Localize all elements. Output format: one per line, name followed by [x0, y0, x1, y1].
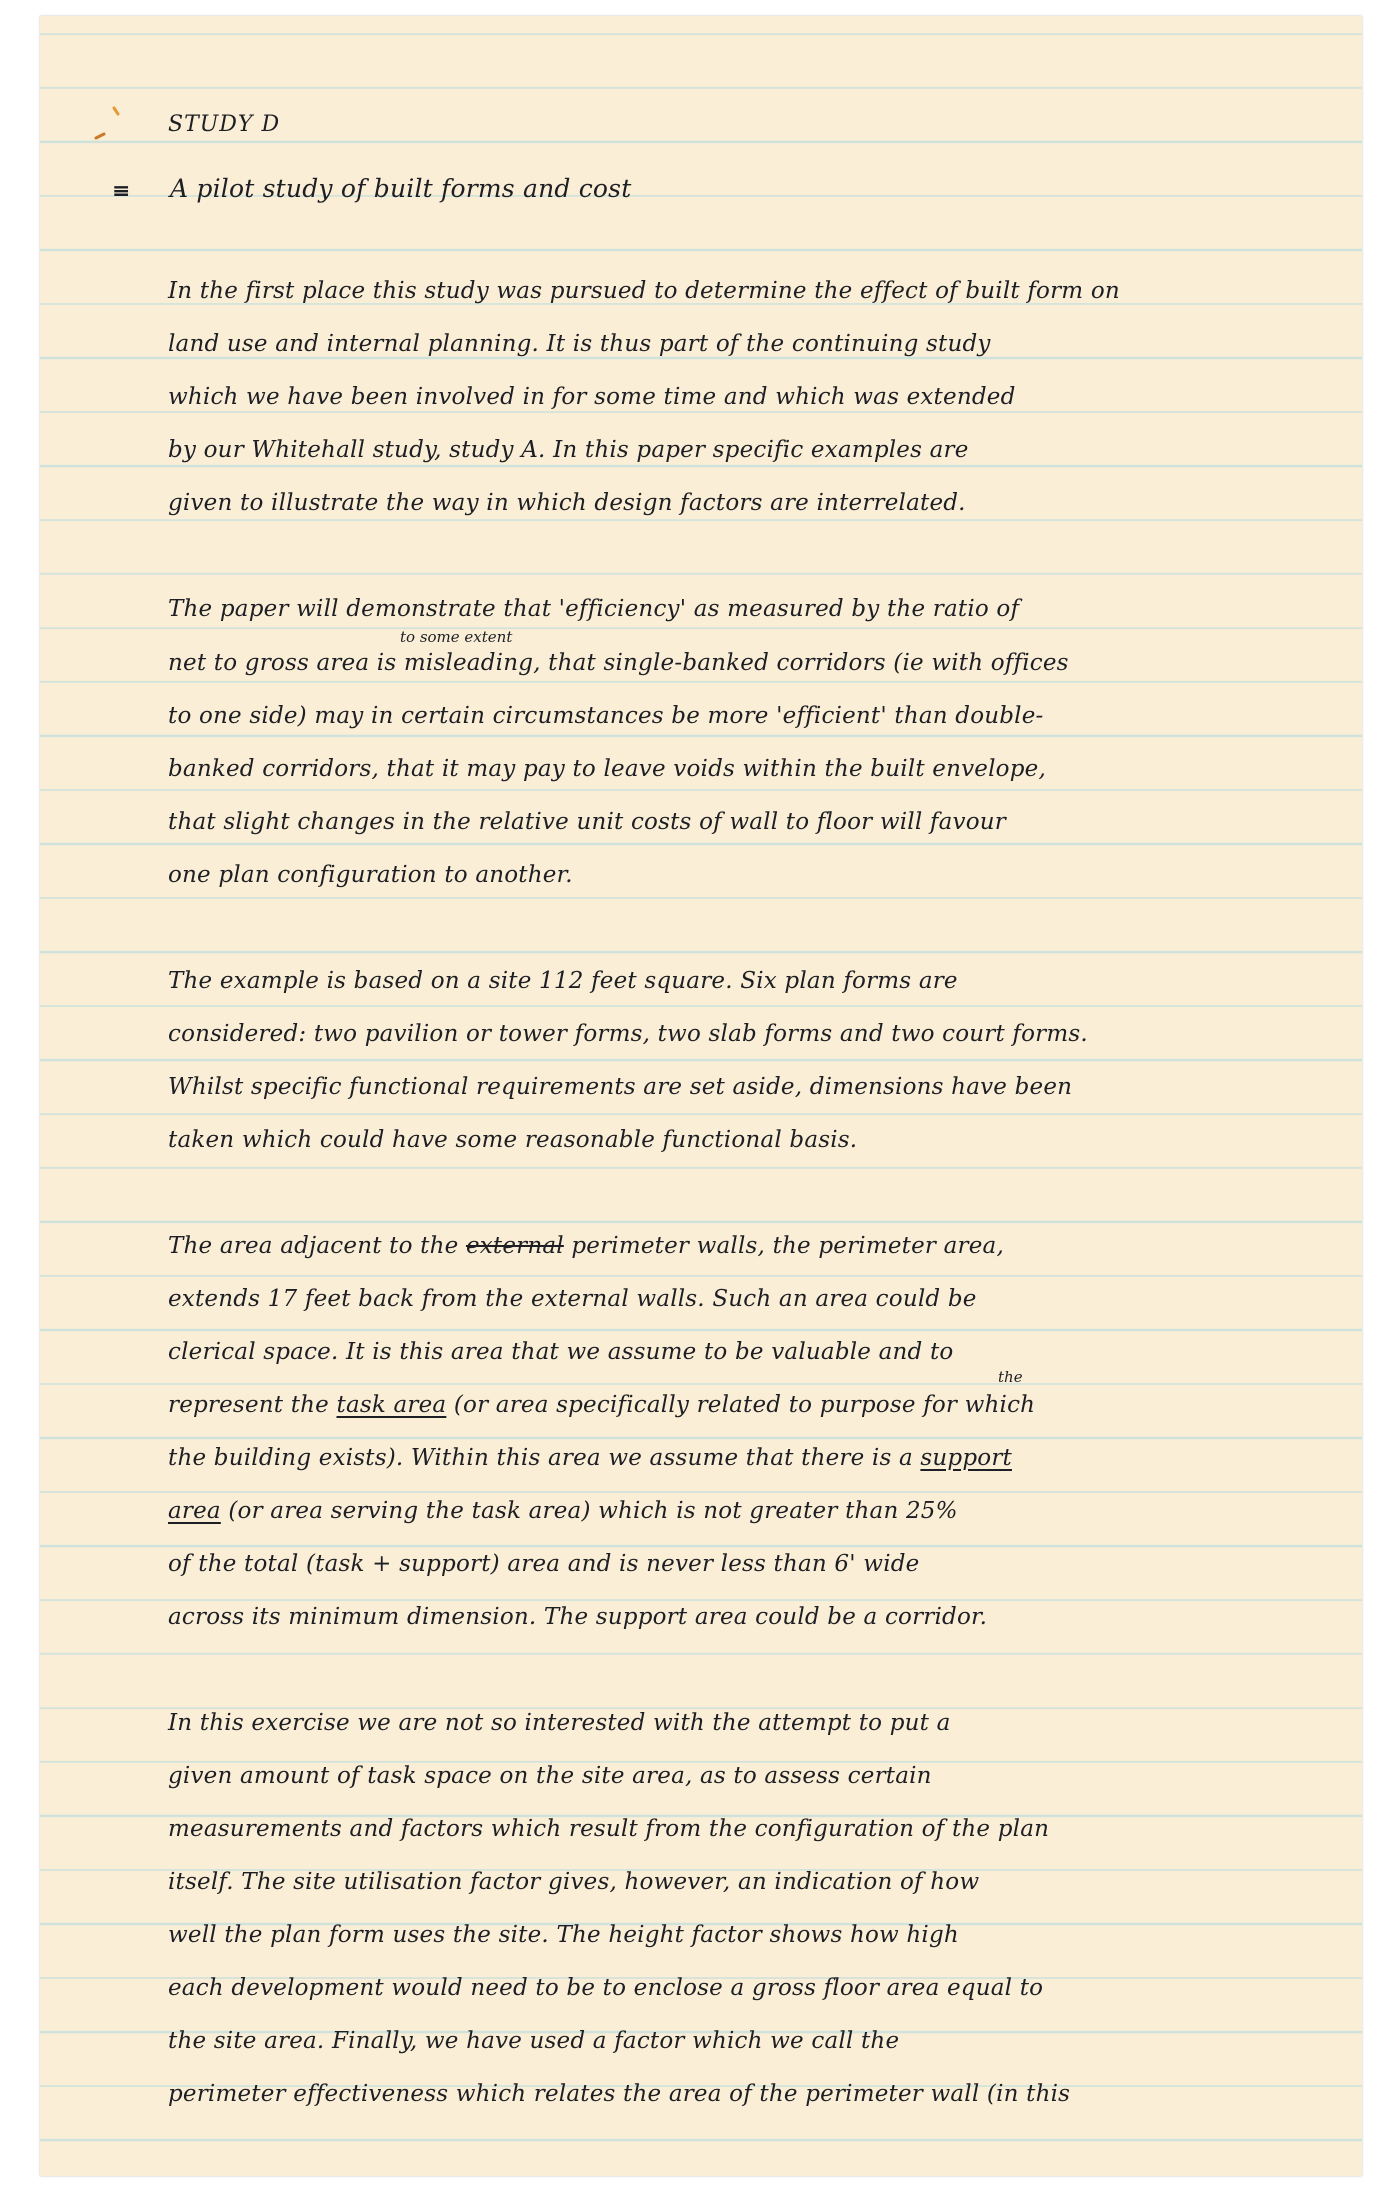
paragraph-5-line-6: each development would need to be to enclose a gross floor area equal to [168, 1975, 1044, 2001]
paragraph-2-line-4: banked corridors, that it may pay to leave voids within the built envelope, [168, 756, 1046, 782]
paragraph-2-line-5: that slight changes in the relative unit costs of wall to floor will favour [168, 809, 1006, 835]
task-area-term: task area [336, 1392, 447, 1418]
notebook-page [40, 16, 1362, 2176]
paragraph-1-line-5: given to illustrate the way in which design factors are interrelated. [168, 490, 966, 516]
document-subtitle: A pilot study of built forms and cost [170, 174, 632, 203]
paragraph-4-line-2: extends 17 feet back from the external walls. Such an area could be [168, 1286, 977, 1312]
paragraph-5-line-8: perimeter effectiveness which relates the area of the perimeter wall (in this [168, 2081, 1071, 2107]
paragraph-4-line-4-end: (or area specifically related to purpose for which [446, 1392, 1036, 1418]
paragraph-5-line-2: given amount of task space on the site area, as to assess certain [168, 1763, 932, 1789]
paragraph-3-line-2: considered: two pavilion or tower forms, two slab forms and two court forms. [168, 1021, 1088, 1047]
paragraph-1-line-4: by our Whitehall study, study A. In this paper specific examples are [168, 437, 969, 463]
paragraph-4-line-1-start: The area adjacent to the [168, 1233, 466, 1259]
paragraph-1-line-1: In the first place this study was pursued to determine the effect of built form on [168, 278, 1120, 304]
paragraph-4-line-4-start: represent the [168, 1392, 337, 1418]
paragraph-4-insertion: the [998, 1368, 1023, 1386]
paragraph-4-line-6 [168, 1498, 958, 1524]
paragraph-4-line-1-end: perimeter walls, the perimeter area, [563, 1233, 1004, 1259]
paragraph-5-line-3: measurements and factors which result from the configuration of the plan [168, 1816, 1050, 1842]
paragraph-4-line-5-start: the building exists). Within this area we assume that there is a [168, 1445, 921, 1471]
paragraph-4-line-5 [168, 1445, 1012, 1471]
margin-mark: ≡ [112, 178, 131, 204]
struck-word: external [465, 1233, 564, 1259]
paragraph-5-line-7: the site area. Finally, we have used a factor which we call the [168, 2028, 900, 2054]
orange-pencil-mark [92, 104, 124, 144]
paragraph-2-line-1: The paper will demonstrate that 'efficiency' as measured by the ratio of [168, 596, 1020, 622]
paragraph-3-line-3: Whilst specific functional requirements are set aside, dimensions have been [168, 1074, 1073, 1100]
paragraph-4-line-4 [168, 1392, 1035, 1418]
paragraph-5-line-5: well the plan form uses the site. The height factor shows how high [168, 1922, 959, 1948]
paragraph-2-line-2: net to gross area is misleading, that single-banked corridors (ie with offices [168, 650, 1069, 676]
area-term: area [168, 1498, 221, 1524]
paragraph-2-insertion: to some extent [400, 628, 513, 646]
paragraph-2-line-3: to one side) may in certain circumstances be more 'efficient' than double- [168, 703, 1044, 729]
paragraph-5-line-4: itself. The site utilisation factor gives, however, an indication of how [168, 1869, 980, 1895]
study-label: STUDY D [168, 112, 281, 137]
paragraph-2-line-6: one plan configuration to another. [168, 862, 573, 888]
paragraph-4-line-8: across its minimum dimension. The support area could be a corridor. [168, 1604, 988, 1630]
paragraph-5-line-1: In this exercise we are not so interested with the attempt to put a [168, 1710, 951, 1736]
paragraph-1-line-3: which we have been involved in for some time and which was extended [168, 384, 1016, 410]
paragraph-3-line-4: taken which could have some reasonable functional basis. [168, 1127, 858, 1153]
support-term: support [920, 1445, 1012, 1471]
paragraph-4-line-3: clerical space. It is this area that we assume to be valuable and to [168, 1339, 954, 1365]
paragraph-3-line-1: The example is based on a site 112 feet square. Six plan forms are [168, 968, 958, 994]
paragraph-4-line-1 [168, 1233, 1004, 1259]
paragraph-4-line-6-end: (or area serving the task area) which is not greater than 25% [220, 1498, 958, 1524]
paragraph-1-line-2: land use and internal planning. It is thus part of the continuing study [168, 331, 991, 357]
paragraph-4-line-7: of the total (task + support) area and is never less than 6' wide [168, 1551, 920, 1577]
